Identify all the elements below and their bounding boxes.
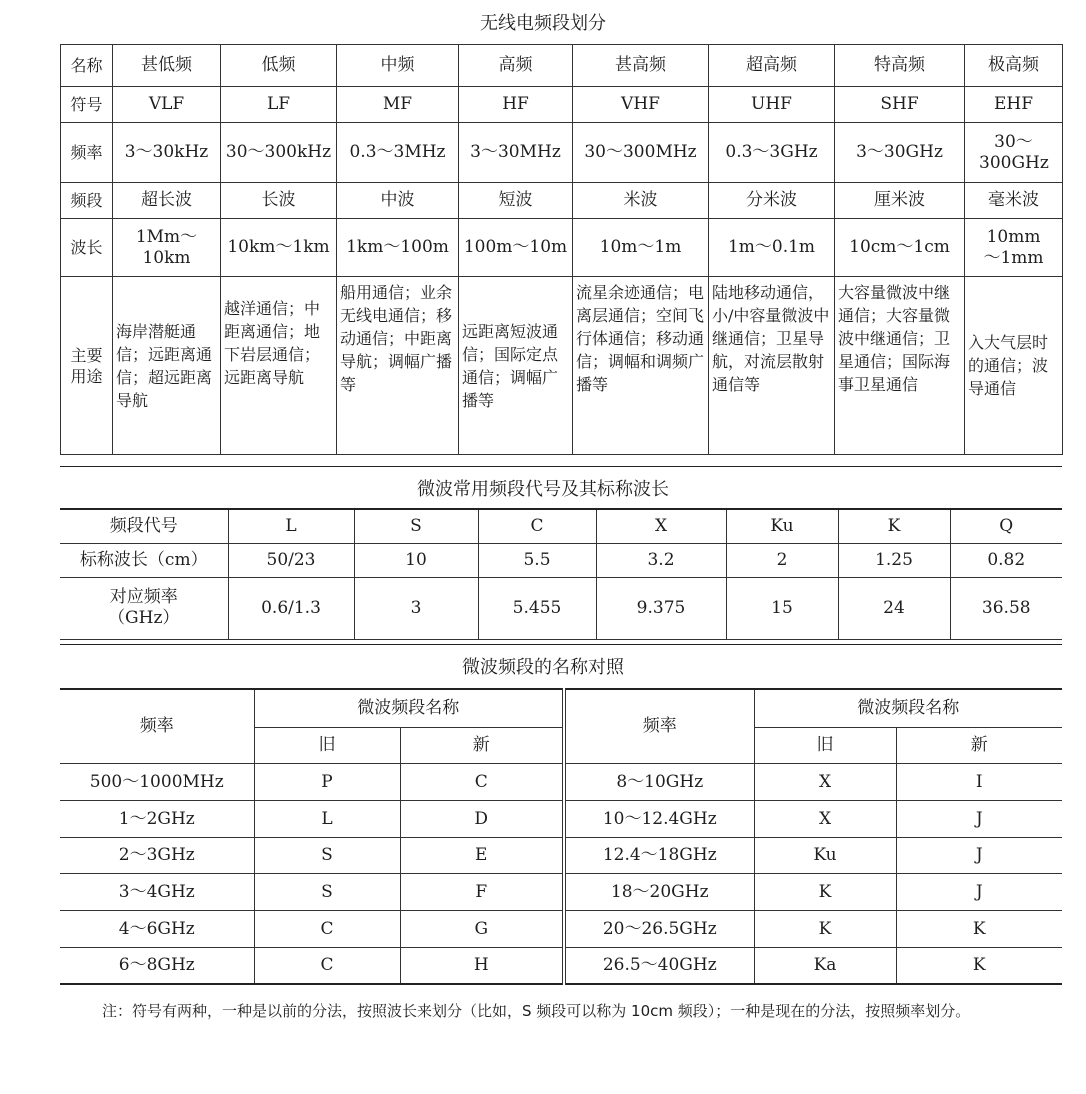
band-symbol-cell: UHF [709, 87, 835, 123]
band-wavelength-cell: 1Mm～10km [113, 219, 221, 277]
table-row-freq: 10～12.4GHz [564, 800, 754, 837]
frequency-cell: 36.58 [950, 577, 1062, 639]
band-usage-cell: 大容量微波中继通信；大容量微波中继通信；卫星通信；国际海事卫星通信 [835, 277, 965, 455]
old-header: 旧 [754, 727, 896, 763]
table-row-freq: 6～8GHz [60, 947, 254, 984]
row-label-freq: 频率 [61, 123, 113, 183]
table-row-new: E [400, 837, 564, 873]
band-name-header: 微波频段名称 [754, 689, 1062, 727]
new-header: 新 [896, 727, 1062, 763]
band-type-cell: 中波 [337, 183, 459, 219]
table-row-new: J [896, 837, 1062, 873]
table-row-old: X [754, 763, 896, 800]
band-usage-cell: 远距离短波通信；国际定点通信；调幅广播等 [459, 277, 573, 455]
band-type-cell: 长波 [221, 183, 337, 219]
band-symbol-cell: VHF [573, 87, 709, 123]
table-row-old: S [254, 873, 400, 910]
table-row-freq: 26.5～40GHz [564, 947, 754, 984]
band-type-cell: 短波 [459, 183, 573, 219]
footnote: 注：符号有两种，一种是以前的分法，按照波长来划分（比如，S 频段可以称为 10cm 频段）；一种是现在的分法，按照频率划分。 [102, 1002, 971, 1020]
row-label-wavelength: 波长 [61, 219, 113, 277]
code-cell: S [354, 509, 478, 543]
table-row-freq: 4～6GHz [60, 910, 254, 947]
band-usage-cell: 越洋通信；中距离通信；地下岩层通信；远距离导航 [221, 277, 337, 455]
band-usage-cell: 海岸潜艇通信；远距离通信；超远距离导航 [113, 277, 221, 455]
code-cell: Q [950, 509, 1062, 543]
band-name-cell: 低频 [221, 45, 337, 87]
table-row-freq: 18～20GHz [564, 873, 754, 910]
table-row-old: Ku [754, 837, 896, 873]
table-row-new: H [400, 947, 564, 984]
band-name-cell: 中频 [337, 45, 459, 87]
band-type-cell: 米波 [573, 183, 709, 219]
table-row-old: P [254, 763, 400, 800]
wavelength-header: 标称波长（cm） [60, 543, 228, 577]
band-wavelength-cell: 1km～100m [337, 219, 459, 277]
section-divider [60, 466, 1062, 467]
wavelength-cell: 2 [726, 543, 838, 577]
code-cell: X [596, 509, 726, 543]
table-row-new: K [896, 947, 1062, 984]
code-cell: L [228, 509, 354, 543]
table-row-new: C [400, 763, 564, 800]
row-label-usage: 主要用途 [61, 277, 113, 455]
frequency-cell: 9.375 [596, 577, 726, 639]
code-header: 频段代号 [60, 509, 228, 543]
band-freq-cell: 30～300kHz [221, 123, 337, 183]
band-freq-cell: 3～30GHz [835, 123, 965, 183]
table-row-new: G [400, 910, 564, 947]
table-row-old: C [254, 910, 400, 947]
table-row-old: Ka [754, 947, 896, 984]
table-row-freq: 12.4～18GHz [564, 837, 754, 873]
table-row-new: D [400, 800, 564, 837]
table-row-old: X [754, 800, 896, 837]
table-row-new: I [896, 763, 1062, 800]
wavelength-cell: 10 [354, 543, 478, 577]
band-wavelength-cell: 100m～10m [459, 219, 573, 277]
band-wavelength-cell: 1m～0.1m [709, 219, 835, 277]
band-name-cell: 极高频 [965, 45, 1063, 87]
code-cell: K [838, 509, 950, 543]
band-type-cell: 毫米波 [965, 183, 1063, 219]
table-row-new: J [896, 873, 1062, 910]
wavelength-cell: 0.82 [950, 543, 1062, 577]
band-name-cell: 超高频 [709, 45, 835, 87]
band-wavelength-cell: 10m～1m [573, 219, 709, 277]
wavelength-cell: 3.2 [596, 543, 726, 577]
band-symbol-cell: MF [337, 87, 459, 123]
band-division-table [60, 44, 1063, 455]
band-type-cell: 超长波 [113, 183, 221, 219]
freq-header: 频率 [564, 689, 754, 763]
table-row-freq: 8～10GHz [564, 763, 754, 800]
microwave-code-table [60, 508, 1062, 640]
band-type-cell: 厘米波 [835, 183, 965, 219]
band-wavelength-cell: 10cm～1cm [835, 219, 965, 277]
table-row-freq: 2～3GHz [60, 837, 254, 873]
band-table-title: 无线电频段划分 [480, 13, 606, 34]
band-type-cell: 分米波 [709, 183, 835, 219]
table-row-freq: 1～2GHz [60, 800, 254, 837]
wavelength-cell: 1.25 [838, 543, 950, 577]
table-row-new: K [896, 910, 1062, 947]
frequency-cell: 0.6/1.3 [228, 577, 354, 639]
band-usage-cell: 入大气层时的通信；波导通信 [965, 277, 1063, 455]
band-name-cell: 甚高频 [573, 45, 709, 87]
band-freq-cell: 30～300GHz [965, 123, 1063, 183]
frequency-cell: 3 [354, 577, 478, 639]
table-row-old: C [254, 947, 400, 984]
microwave-codes-title: 微波常用频段代号及其标称波长 [417, 479, 669, 500]
table-row-old: S [254, 837, 400, 873]
section-divider [60, 644, 1062, 645]
table-row-old: K [754, 910, 896, 947]
frequency-header: 对应频率（GHz） [60, 577, 228, 639]
wavelength-cell: 50/23 [228, 543, 354, 577]
freq-header: 频率 [60, 689, 254, 763]
table-row-freq: 3～4GHz [60, 873, 254, 910]
band-symbol-cell: EHF [965, 87, 1063, 123]
band-name-cell: 甚低频 [113, 45, 221, 87]
table-row-new: F [400, 873, 564, 910]
frequency-cell: 24 [838, 577, 950, 639]
band-wavelength-cell: 10km～1km [221, 219, 337, 277]
row-label-name: 名称 [61, 45, 113, 87]
table-row-freq: 500～1000MHz [60, 763, 254, 800]
band-symbol-cell: SHF [835, 87, 965, 123]
band-freq-cell: 0.3～3GHz [709, 123, 835, 183]
band-freq-cell: 30～300MHz [573, 123, 709, 183]
band-name-cell: 特高频 [835, 45, 965, 87]
old-header: 旧 [254, 727, 400, 763]
band-name-header: 微波频段名称 [254, 689, 564, 727]
table-row-old: L [254, 800, 400, 837]
code-cell: Ku [726, 509, 838, 543]
band-wavelength-cell: 10mm～1mm [965, 219, 1063, 277]
frequency-cell: 15 [726, 577, 838, 639]
code-cell: C [478, 509, 596, 543]
band-freq-cell: 0.3～3MHz [337, 123, 459, 183]
name-compare-table [60, 688, 1062, 985]
table-row-freq: 20～26.5GHz [564, 910, 754, 947]
frequency-cell: 5.455 [478, 577, 596, 639]
band-freq-cell: 3～30kHz [113, 123, 221, 183]
band-usage-cell: 陆地移动通信，小/中容量微波中继通信；卫星导航，对流层散射通信等 [709, 277, 835, 455]
band-name-cell: 高频 [459, 45, 573, 87]
name-compare-title: 微波频段的名称对照 [462, 657, 624, 678]
wavelength-cell: 5.5 [478, 543, 596, 577]
band-freq-cell: 3～30MHz [459, 123, 573, 183]
row-label-symbol: 符号 [61, 87, 113, 123]
row-label-band: 频段 [61, 183, 113, 219]
band-symbol-cell: VLF [113, 87, 221, 123]
band-usage-cell: 流星余迹通信；电离层通信；空间飞行体通信；移动通信；调幅和调频广播等 [573, 277, 709, 455]
band-usage-cell: 船用通信；业余无线电通信；移动通信；中距离导航；调幅广播等 [337, 277, 459, 455]
new-header: 新 [400, 727, 564, 763]
table-row-old: K [754, 873, 896, 910]
band-symbol-cell: HF [459, 87, 573, 123]
table-row-new: J [896, 800, 1062, 837]
band-symbol-cell: LF [221, 87, 337, 123]
